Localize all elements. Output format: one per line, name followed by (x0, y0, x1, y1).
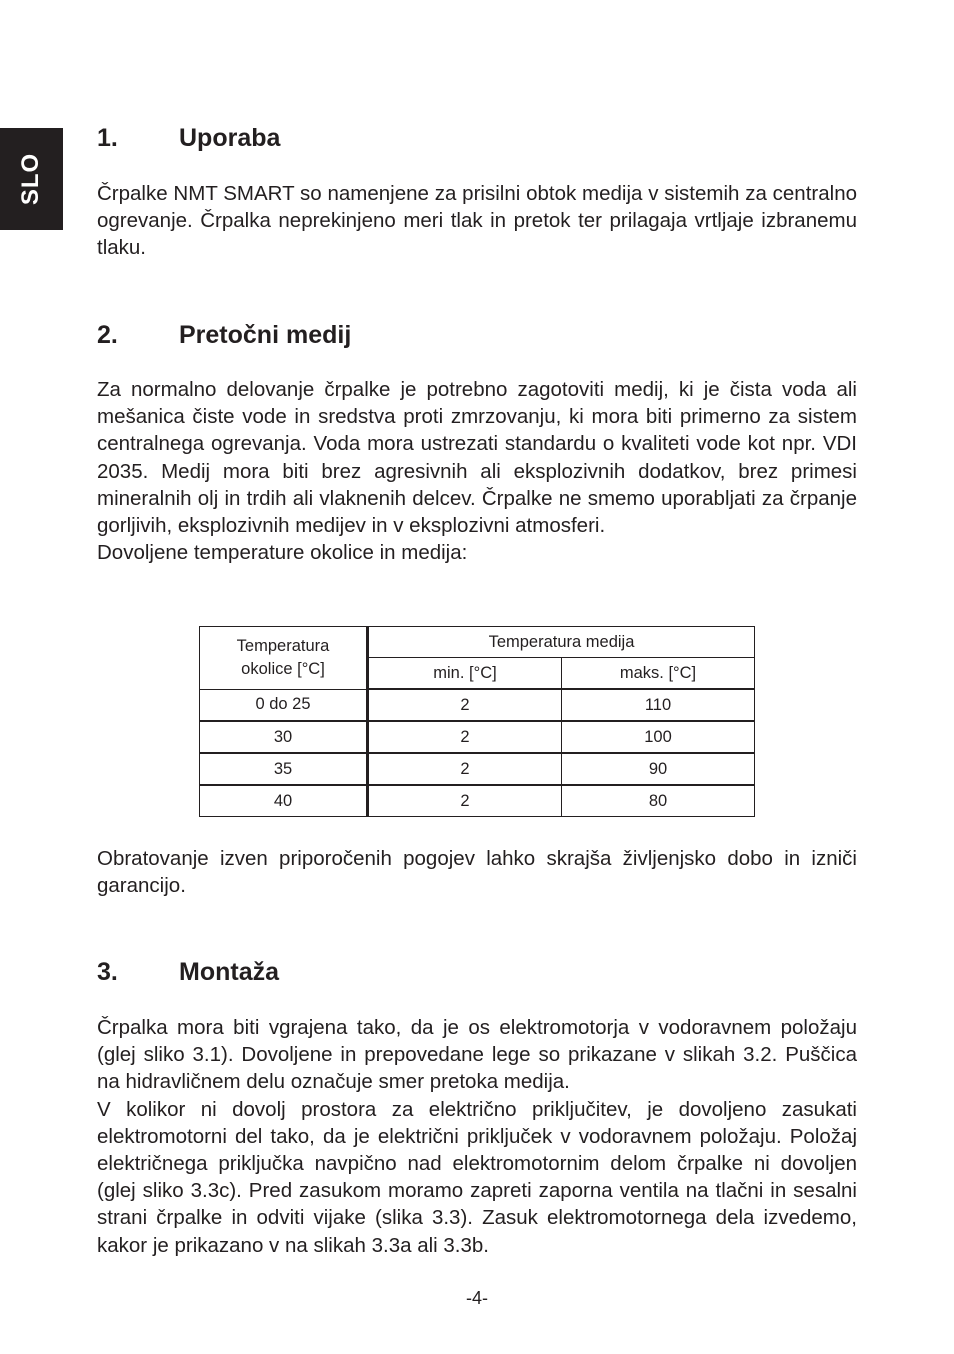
section-3-body (97, 1014, 857, 1259)
min-header: min. [°C] (368, 658, 562, 690)
min-cell: 2 (368, 721, 562, 753)
paragraph: Črpalka mora biti vgrajena tako, da je os elektromotorja v vodoravnem položaju (glej sliko 3.1). Dovoljene in prepovedane lege so prikazane v slikah 3.2. Puščica na hidravličnem delu označuje smer pretoka medija. (97, 1016, 857, 1094)
header-line: Temperatura (236, 636, 330, 655)
table-header-row (200, 627, 755, 658)
min-cell: 2 (368, 785, 562, 817)
section-1-heading (97, 123, 280, 153)
language-tab-label: SLO (17, 152, 45, 206)
section-title: Uporaba (179, 124, 281, 152)
min-cell: 2 (368, 753, 562, 785)
section-title: Pretočni medij (179, 321, 352, 349)
section-1-body (97, 180, 857, 262)
section-number: 3. (97, 958, 118, 986)
paragraph: V kolikor ni dovolj prostora za električno priključitev, je dovoljeno zasukati elektromotorni del tako, da je električni priključek v vodoravnem položaju. Položaj električnega priključka navpično nad elektromotornim delom črpalke ni dovoljen (glej sliko 3.3c). Pred zasukom moramo zapreti zaporna ventila na tlačni in sesalni strani črpalke in odviti vijake (slika 3.3). Zasuk elektromotornega dela izvedemo, kakor je prikazano v na slikah 3.3a ali 3.3b. (97, 1097, 857, 1257)
table-row (200, 721, 755, 753)
paragraph: Dovoljene temperature okolice in medija: (97, 541, 468, 565)
paragraph: Obratovanje izven priporočenih pogojev lahko skrajša življenjsko dobo in izniči garancijo. (97, 847, 857, 898)
temperature-table (199, 626, 755, 817)
page-number: -4- (466, 1288, 488, 1308)
medium-temperature-header: Temperatura medija (368, 627, 755, 658)
max-header: maks. [°C] (562, 658, 755, 690)
section-number: 1. (97, 124, 118, 152)
min-cell: 2 (368, 689, 562, 721)
section-2-body (97, 376, 857, 566)
section-number: 2. (97, 321, 118, 349)
table-row (200, 785, 755, 817)
section-2-heading (97, 320, 351, 350)
max-cell: 110 (562, 689, 755, 721)
ambient-temperature-header (200, 627, 368, 690)
ambient-cell: 35 (200, 753, 368, 785)
max-cell: 90 (562, 753, 755, 785)
max-cell: 100 (562, 721, 755, 753)
section-2-after-table (97, 845, 857, 899)
paragraph: Za normalno delovanje črpalke je potrebno zagotoviti medij, ki je čista voda ali mešanica čiste vode in sredstva proti zmrzovanju, ki mora biti primerno za sistem centralnega ogrevanja. Voda mora ustrezati standardu o kvaliteti vode kot npr. VDI 2035. Medij mora biti brez agresivnih ali eksplozivnih dodatkov, brez primesi mineralnih olj in trdih ali vlaknenih delcev. Črpalke ne smemo uporabljati za črpanje gorljivih, eksplozivnih medijev in v eksplozivni atmosferi. (97, 378, 857, 538)
ambient-cell: 0 do 25 (200, 689, 368, 721)
max-cell: 80 (562, 785, 755, 817)
ambient-cell: 40 (200, 785, 368, 817)
section-title: Montaža (179, 958, 279, 986)
section-3-heading (97, 957, 279, 987)
header-line: okolice [°C] (241, 659, 325, 678)
paragraph: Črpalke NMT SMART so namenjene za prisilni obtok medija v sistemih za centralno ogrevanje. Črpalka neprekinjeno meri tlak in pretok ter prilagaja vrtljaje izbranemu tlaku. (97, 182, 857, 260)
ambient-cell: 30 (200, 721, 368, 753)
table-row (200, 753, 755, 785)
language-tab (0, 128, 63, 230)
table-row (200, 689, 755, 721)
